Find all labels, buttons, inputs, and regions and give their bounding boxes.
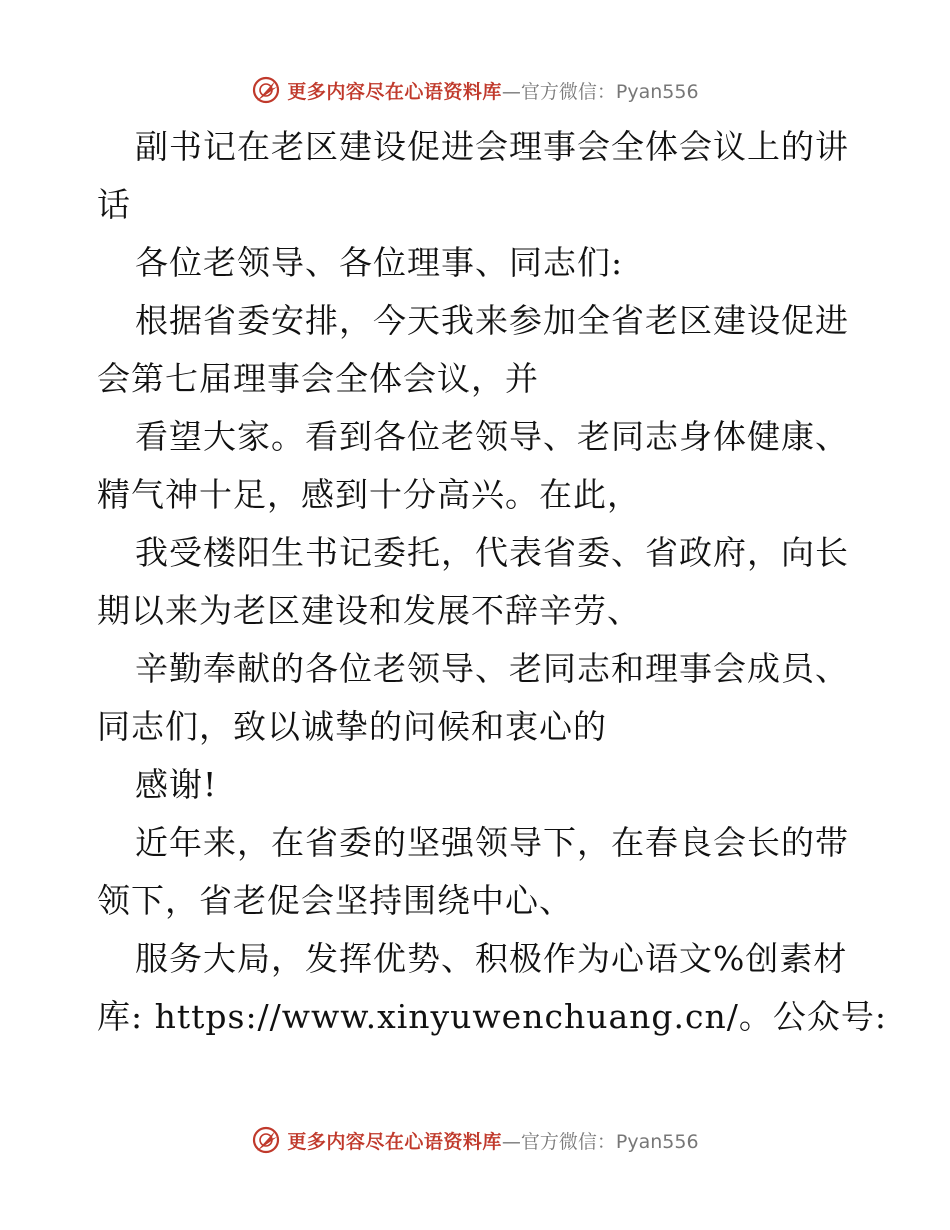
paragraph-line: 感谢! xyxy=(135,765,218,804)
red-quill-logo-icon xyxy=(251,75,281,105)
footer-banner-text xyxy=(287,1127,698,1154)
paragraph-line: 服务大局，发挥优势、积极作为心语文%创素材 xyxy=(135,939,848,978)
salutation-line: 各位老领导、各位理事、同志们: xyxy=(135,243,624,282)
paragraph-line: 看望大家。看到各位老领导、老同志身体健康、 xyxy=(135,417,849,456)
paragraph-line: 同志们，致以诚挚的问候和衷心的 xyxy=(97,707,607,746)
paragraph-line: 辛勤奉献的各位老领导、老同志和理事会成员、 xyxy=(135,649,849,688)
header-banner-text xyxy=(287,77,698,104)
paragraph-line: 会第七届理事会全体会议，并 xyxy=(97,359,539,398)
header-banner xyxy=(0,70,950,110)
paragraph-line: 我受楼阳生书记委托，代表省委、省政府，向长 xyxy=(135,533,849,572)
red-quill-logo-icon xyxy=(251,1125,281,1155)
official-wechat-text: —官方微信：Pyan556 xyxy=(501,1130,699,1153)
document-title-line: 副书记在老区建设促进会理事会全体会议上的讲 xyxy=(135,127,849,166)
brand-text: 更多内容尽在心语资料库 xyxy=(287,80,502,103)
paragraph-line: 根据省委安排，今天我来参加全省老区建设促进 xyxy=(135,301,849,340)
brand-text: 更多内容尽在心语资料库 xyxy=(287,1130,502,1153)
document-body xyxy=(97,118,887,1046)
paragraph-line: 库: https://www.xinyuwenchuang.cn/。公众号: xyxy=(97,997,887,1036)
paragraph-line: 精气神十足，感到十分高兴。在此， xyxy=(97,475,641,514)
document-title-line: 话 xyxy=(97,185,131,224)
footer-banner xyxy=(0,1120,950,1160)
official-wechat-text: —官方微信：Pyan556 xyxy=(501,80,699,103)
paragraph-line: 领下，省老促会坚持围绕中心、 xyxy=(97,881,573,920)
paragraph-line: 近年来，在省委的坚强领导下，在春良会长的带 xyxy=(135,823,849,862)
paragraph-line: 期以来为老区建设和发展不辞辛劳、 xyxy=(97,591,641,630)
